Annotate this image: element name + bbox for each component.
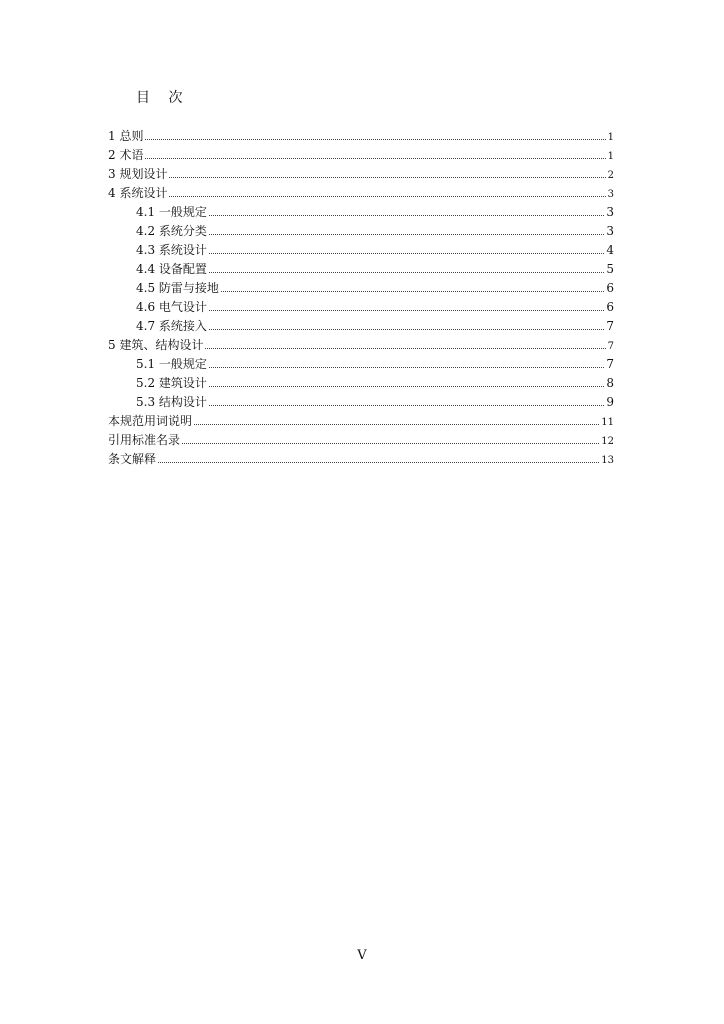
toc-entry-label: 4 系统设计: [108, 186, 168, 200]
toc-entry[interactable]: [108, 165, 614, 184]
toc-entry-label: 5.2 建筑设计: [136, 376, 207, 390]
toc-entry-page: 6: [606, 281, 614, 295]
toc-subentry[interactable]: [108, 374, 614, 393]
toc-entry-label: 4.7 系统接入: [136, 319, 207, 333]
toc-leader-dots: [221, 291, 604, 292]
toc-entry-label: 4.4 设备配置: [136, 262, 207, 276]
toc-leader-dots: [205, 348, 605, 349]
toc-entry-page: 7: [607, 341, 614, 352]
toc-entry-page: 3: [606, 205, 614, 219]
toc-subentry[interactable]: [108, 279, 614, 298]
toc-entry-page: 13: [601, 455, 614, 466]
toc-leader-dots: [209, 367, 604, 368]
toc-entry-label: 5 建筑、结构设计: [108, 338, 204, 352]
toc-entry-page: 3: [607, 189, 614, 200]
toc-leader-dots: [182, 443, 599, 444]
toc-leader-dots: [169, 177, 605, 178]
toc-entry-label: 4.6 电气设计: [136, 300, 207, 314]
toc-subentry[interactable]: [108, 317, 614, 336]
toc-entry-label: 4.2 系统分类: [136, 224, 207, 238]
toc-leader-dots: [209, 272, 604, 273]
toc-entry-label: 1 总则: [108, 129, 144, 143]
toc-leader-dots: [209, 329, 604, 330]
toc-entry[interactable]: [108, 127, 614, 146]
toc-leader-dots: [169, 196, 605, 197]
toc-entry[interactable]: [108, 146, 614, 165]
toc-subentry[interactable]: [108, 260, 614, 279]
toc-entry-label: 引用标准名录: [108, 433, 181, 447]
toc-entry-page: 3: [606, 224, 614, 238]
toc-subentry[interactable]: [108, 393, 614, 412]
toc-entry-page: 1: [607, 151, 614, 162]
page-number: V: [357, 948, 367, 963]
toc-entry-label: 3 规划设计: [108, 167, 168, 181]
toc-entry[interactable]: [108, 336, 614, 355]
toc-subentry[interactable]: [108, 222, 614, 241]
toc-entry[interactable]: [108, 184, 614, 203]
toc-entry-page: 7: [606, 319, 614, 333]
toc-entry-page: 1: [607, 132, 614, 143]
toc-entry-label: 5.3 结构设计: [136, 395, 207, 409]
toc-leader-dots: [145, 139, 605, 140]
toc-subentry[interactable]: [108, 298, 614, 317]
toc-entry[interactable]: [108, 450, 614, 469]
toc-subentry[interactable]: [108, 355, 614, 374]
toc-entry-page: 2: [607, 170, 614, 181]
toc-entry-label: 条文解释: [108, 452, 157, 466]
toc-entry-page: 12: [601, 436, 614, 447]
toc-entry-page: 4: [606, 243, 614, 257]
toc-entry[interactable]: [108, 431, 614, 450]
toc-entry-label: 4.1 一般规定: [136, 205, 207, 219]
table-of-contents: [108, 127, 614, 469]
toc-leader-dots: [158, 462, 599, 463]
toc-leader-dots: [145, 158, 605, 159]
toc-entry-page: 8: [606, 376, 614, 390]
toc-entry[interactable]: [108, 412, 614, 431]
toc-entry-label: 2 术语: [108, 148, 144, 162]
toc-entry-label: 4.3 系统设计: [136, 243, 207, 257]
toc-leader-dots: [209, 215, 604, 216]
toc-leader-dots: [209, 253, 604, 254]
toc-entry-label: 本规范用词说明: [108, 414, 193, 428]
toc-entry-page: 7: [606, 357, 614, 371]
toc-subentry[interactable]: [108, 241, 614, 260]
toc-entry-page: 6: [606, 300, 614, 314]
toc-entry-label: 4.5 防雷与接地: [136, 281, 219, 295]
toc-entry-page: 5: [606, 262, 614, 276]
toc-entry-label: 5.1 一般规定: [136, 357, 207, 371]
toc-leader-dots: [209, 310, 604, 311]
toc-entry-page: 9: [606, 395, 614, 409]
toc-title: 目 次: [136, 90, 190, 106]
toc-entry-page: 11: [601, 417, 614, 428]
toc-leader-dots: [209, 386, 604, 387]
toc-subentry[interactable]: [108, 203, 614, 222]
toc-leader-dots: [194, 424, 599, 425]
toc-leader-dots: [209, 234, 604, 235]
toc-leader-dots: [209, 405, 604, 406]
